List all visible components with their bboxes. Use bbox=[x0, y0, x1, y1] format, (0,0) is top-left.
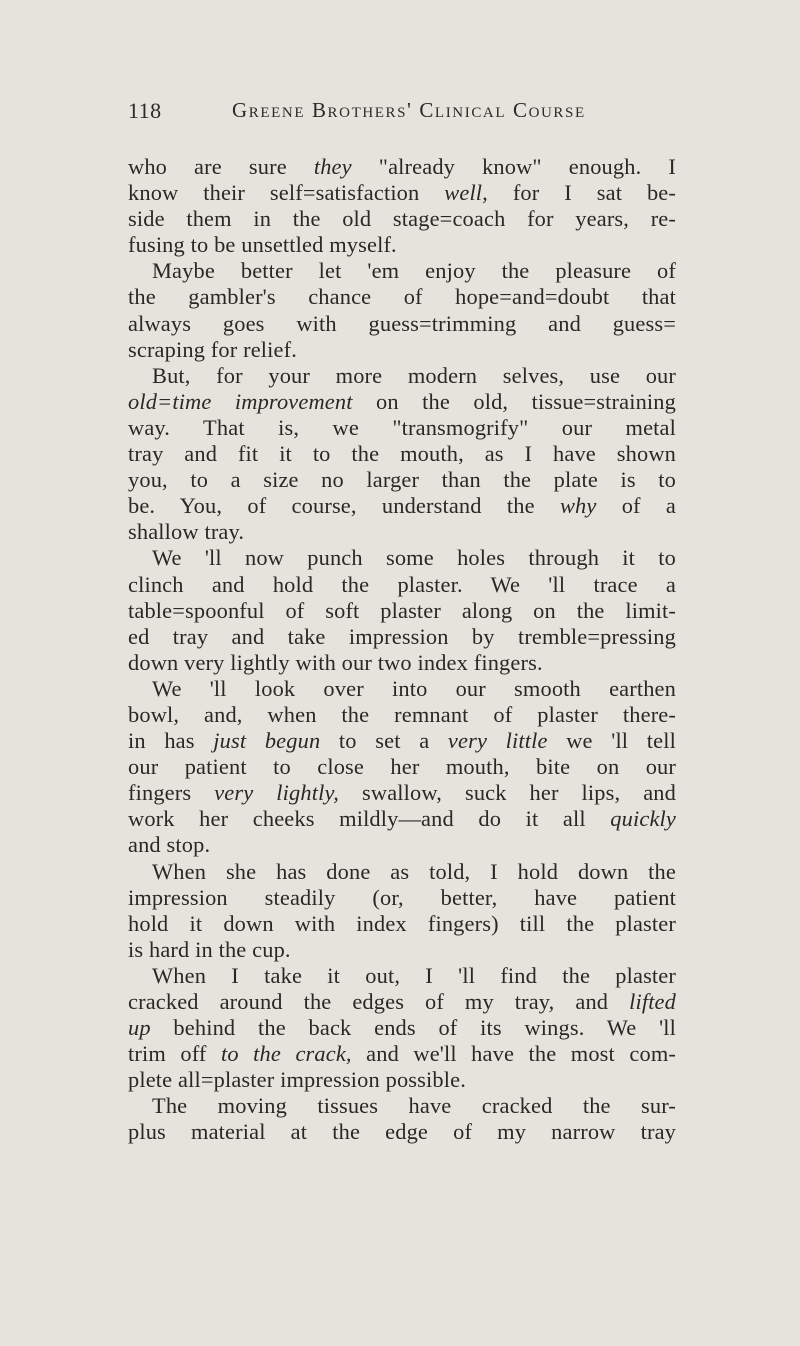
text-line: trim off to the crack, and we'll have the most com- bbox=[128, 1041, 676, 1067]
italic-phrase: they bbox=[313, 154, 352, 179]
text-line: hold it down with index fingers) till the plaster bbox=[128, 910, 676, 936]
text-line: you, to a size no larger than the plate is to bbox=[128, 467, 676, 493]
text-line: impression steadily (or, better, have patient bbox=[128, 884, 676, 910]
text-line: know their self=satisfaction well, for I sat be- bbox=[128, 180, 676, 206]
text-line: The moving tissues have cracked the sur- bbox=[152, 1093, 676, 1119]
text-line: When she has done as told, I hold down the bbox=[152, 858, 676, 884]
body-text bbox=[128, 154, 676, 1146]
text-line: and stop. bbox=[128, 832, 211, 858]
text-line: cracked around the edges of my tray, and lifted bbox=[128, 989, 676, 1014]
text-line: side them in the old stage=coach for years, re- bbox=[128, 206, 676, 232]
text-line: the gambler's chance of hope=and=doubt that bbox=[128, 284, 676, 310]
text-line: tray and fit it to the mouth, as I have shown bbox=[128, 441, 676, 467]
text-line: is hard in the cup. bbox=[128, 936, 291, 962]
text-line: work her cheeks mildly—and do it all quickly bbox=[128, 806, 676, 832]
text-line: fingers very lightly, swallow, suck her lips, and bbox=[128, 780, 676, 806]
italic-phrase: old=time improvement bbox=[128, 388, 353, 414]
running-head: Greene Brothers' Clinical Course bbox=[232, 98, 586, 122]
italic-phrase: lifted bbox=[629, 989, 676, 1014]
text-line: shallow tray. bbox=[128, 519, 245, 545]
text-line: bowl, and, when the remnant of plaster there- bbox=[128, 701, 676, 727]
italic-phrase: why bbox=[559, 493, 597, 519]
text-line: When I take it out, I 'll find the plaster bbox=[152, 962, 676, 988]
text-line: table=spoonful of soft plaster along on the limit- bbox=[128, 597, 676, 623]
text-line: way. That is, we "transmogrify" our metal bbox=[128, 414, 676, 440]
text-line: in has just begun to set a very little we 'll tell bbox=[128, 728, 676, 754]
page-number: 118 bbox=[128, 98, 162, 123]
text-line: ed tray and take impression by tremble=pressing bbox=[128, 623, 676, 649]
italic-phrase: to the crack, bbox=[221, 1041, 352, 1067]
text-line: always goes with guess=trimming and guess= bbox=[128, 310, 676, 336]
italic-phrase: well, bbox=[444, 180, 488, 206]
italic-phrase: quickly bbox=[610, 806, 676, 832]
text-line: be. You, of course, understand the why of a bbox=[128, 493, 676, 519]
italic-phrase: very little bbox=[447, 728, 548, 754]
text-line: old=time improvement on the old, tissue=straining bbox=[128, 388, 676, 414]
text-line: Maybe better let 'em enjoy the pleasure of bbox=[152, 258, 676, 284]
italic-phrase: just begun bbox=[213, 728, 321, 754]
italic-phrase: very lightly, bbox=[214, 780, 340, 806]
text-line: down very lightly with our two index fingers. bbox=[128, 649, 543, 675]
page-header bbox=[128, 98, 668, 124]
text-line: clinch and hold the plaster. We 'll trace a bbox=[128, 571, 676, 597]
text-line: plus material at the edge of my narrow tray bbox=[128, 1119, 676, 1145]
text-line: our patient to close her mouth, bite on our bbox=[128, 754, 676, 780]
italic-phrase: up bbox=[128, 1015, 151, 1041]
text-line: But, for your more modern selves, use our bbox=[152, 362, 676, 388]
text-line: scraping for relief. bbox=[128, 336, 297, 362]
text-line: plete all=plaster impression possible. bbox=[128, 1067, 466, 1093]
text-line: up behind the back ends of its wings. We 'll bbox=[128, 1015, 676, 1041]
text-line: who are sure they "already know" enough. I bbox=[128, 154, 676, 179]
text-line: fusing to be unsettled myself. bbox=[128, 232, 397, 258]
text-line: We 'll now punch some holes through it to bbox=[152, 545, 676, 571]
text-line: We 'll look over into our smooth earthen bbox=[152, 675, 676, 701]
